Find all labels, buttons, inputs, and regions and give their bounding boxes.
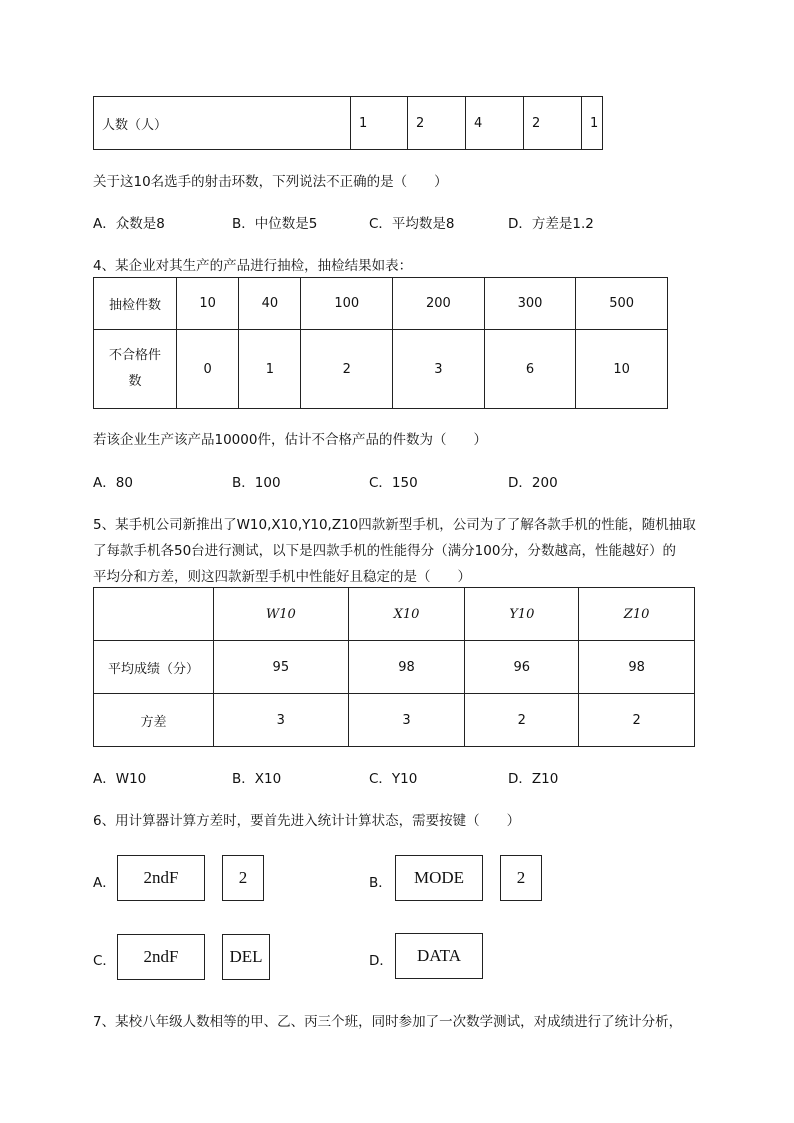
q5-line-1: 5、某手机公司新推出了W10,X10,Y10,Z10四款新型手机，公司为了了解各款手机的性能，随机抽取 [93, 517, 696, 533]
q3-cell: 1 [351, 97, 408, 150]
q5-option-b: B．X10 [232, 771, 282, 787]
q4-cell: 300 [484, 278, 576, 330]
q3-frequency-table [93, 96, 603, 150]
q3-question: 关于这10名选手的射击环数，下列说法不正确的是（ ） [93, 174, 448, 190]
q6-option-b-label: B． [369, 875, 392, 891]
key-2ndf: 2ndF [117, 855, 205, 901]
q5-header: X10 [348, 588, 465, 641]
q5-line-2: 了每款手机各50台进行测试，以下是四款手机的性能得分（满分100分，分数越高，性能越好）的 [93, 543, 676, 559]
q4-inspection-table [93, 277, 668, 409]
q3-option-a: A．众数是8 [93, 216, 165, 232]
q5-phone-table [93, 587, 695, 747]
q6-option-a-label: A． [93, 875, 116, 891]
q4-row2-label-b: 数 [128, 374, 142, 389]
q3-cell: 2 [524, 97, 582, 150]
q4-cell: 10 [177, 278, 239, 330]
q5-cell: 95 [214, 641, 349, 694]
q3-option-c: C．平均数是8 [369, 216, 455, 232]
q4-cell: 6 [484, 330, 576, 409]
q4-row2-label-a: 不合格件 [108, 348, 161, 363]
q5-line-3: 平均分和方差，则这四款新型手机中性能好且稳定的是（ ） [93, 569, 471, 585]
q5-option-c: C．Y10 [369, 771, 418, 787]
q4-row1-label: 抽检件数 [94, 278, 177, 330]
q6-option-d-label: D． [369, 953, 393, 969]
q6-title: 6、用计算器计算方差时，要首先进入统计计算状态，需要按键（ ） [93, 813, 521, 829]
q4-option-d: D．200 [508, 475, 558, 491]
q3-cell: 2 [408, 97, 466, 150]
key-2: 2 [500, 855, 542, 901]
q4-option-a: A．80 [93, 475, 133, 491]
q4-option-c: C．150 [369, 475, 418, 491]
q5-option-d: D．Z10 [508, 771, 559, 787]
q3-option-b: B．中位数是5 [232, 216, 318, 232]
key-del: DEL [222, 934, 270, 980]
q5-option-a: A．W10 [93, 771, 147, 787]
q3-row-label: 人数（人） [94, 97, 351, 150]
q5-cell: 2 [465, 694, 579, 747]
q4-cell: 10 [576, 330, 668, 409]
q3-option-d: D．方差是1.2 [508, 216, 594, 232]
key-2: 2 [222, 855, 264, 901]
q4-cell: 100 [301, 278, 393, 330]
q4-row2-label [94, 330, 177, 409]
q3-cell: 4 [466, 97, 524, 150]
q5-row2-label: 方差 [94, 694, 214, 747]
q5-header-empty [94, 588, 214, 641]
q5-header: W10 [214, 588, 349, 641]
q4-cell: 40 [239, 278, 301, 330]
key-mode: MODE [395, 855, 483, 901]
q5-cell: 98 [579, 641, 695, 694]
q5-cell: 96 [465, 641, 579, 694]
q4-option-b: B．100 [232, 475, 281, 491]
q4-cell: 2 [301, 330, 393, 409]
q4-cell: 500 [576, 278, 668, 330]
q3-cell: 1 [582, 97, 603, 150]
q5-header: Y10 [465, 588, 579, 641]
q5-header: Z10 [579, 588, 695, 641]
q4-cell: 1 [239, 330, 301, 409]
q5-cell: 3 [348, 694, 465, 747]
q4-cell: 3 [393, 330, 485, 409]
q5-cell: 2 [579, 694, 695, 747]
q6-option-c-label: C． [93, 953, 116, 969]
q5-row1-label: 平均成绩（分） [94, 641, 214, 694]
q4-cell: 200 [393, 278, 485, 330]
q4-cell: 0 [177, 330, 239, 409]
key-2ndf: 2ndF [117, 934, 205, 980]
q4-question: 若该企业生产该产品10000件，估计不合格产品的件数为（ ） [93, 432, 487, 448]
q7-question: 7、某校八年级人数相等的甲、乙、丙三个班，同时参加了一次数学测试，对成绩进行了统计分析， [93, 1014, 683, 1030]
q5-cell: 98 [348, 641, 465, 694]
q5-cell: 3 [214, 694, 349, 747]
key-data: DATA [395, 933, 483, 979]
q4-title: 4、某企业对其生产的产品进行抽检，抽检结果如表： [93, 258, 413, 274]
